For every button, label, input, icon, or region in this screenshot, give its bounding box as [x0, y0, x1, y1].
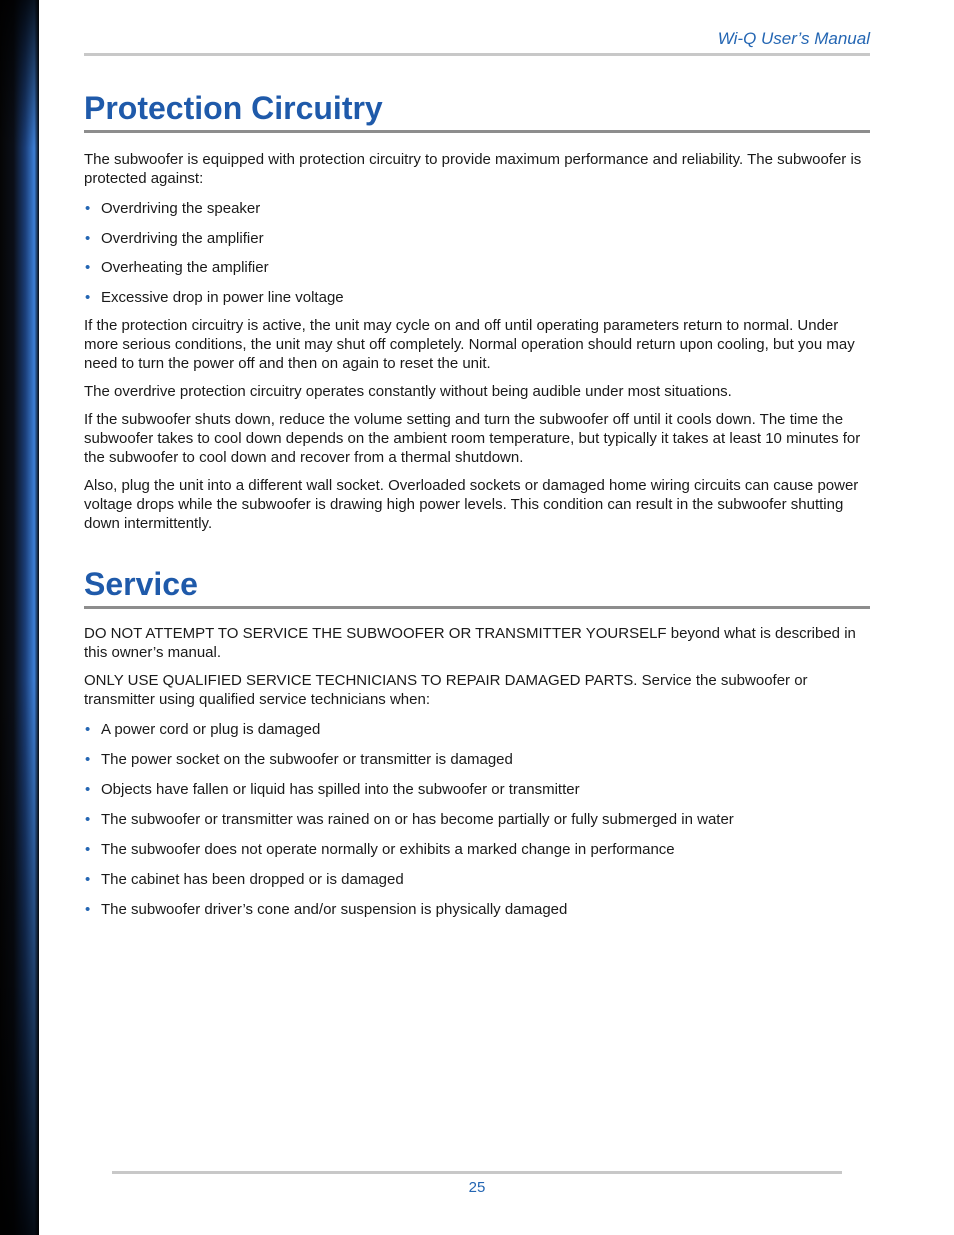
- list-item-text: The subwoofer does not operate normally or exhibits a marked change in performance: [101, 841, 675, 858]
- list-item-text: Excessive drop in power line voltage: [101, 289, 344, 306]
- list-item-text: Objects have fallen or liquid has spilled into the subwoofer or transmitter: [101, 781, 580, 798]
- list-item: [84, 288, 870, 307]
- list-item: [84, 780, 870, 799]
- list-item: [84, 720, 870, 739]
- protection-paragraph: If the subwoofer shuts down, reduce the volume setting and turn the subwoofer off until it cools down. The time the subwoofer takes to cool down depends on the ambient room temperature, but typically it takes at least 10 minutes for the subwoofer to cool down and recover from a thermal shutdown.: [84, 411, 861, 466]
- page-number: 25: [468, 1179, 486, 1196]
- list-item: [84, 900, 870, 919]
- list-item: [84, 840, 870, 859]
- bullet-icon: •: [85, 811, 91, 828]
- list-item-text: The cabinet has been dropped or is damaged: [101, 871, 404, 888]
- list-item-text: Overheating the amplifier: [101, 259, 269, 276]
- list-item-text: Overdriving the amplifier: [101, 230, 264, 247]
- protection-paragraph: If the protection circuitry is active, the unit may cycle on and off until operating parameters return to normal. Under more serious conditions, the unit may shut off completely. Normal operation should return upon cooling, but you may need to turn the power off and then on again to reset the unit.: [84, 317, 855, 372]
- bullet-icon: •: [85, 721, 91, 738]
- list-item: [84, 199, 870, 218]
- bullet-icon: •: [85, 781, 91, 798]
- protection-list: [84, 199, 870, 307]
- bullet-icon: •: [85, 901, 91, 918]
- list-item-text: The subwoofer driver’s cone and/or suspension is physically damaged: [101, 901, 568, 918]
- page-content: [84, 86, 870, 919]
- header-rule: [84, 53, 870, 56]
- protection-paragraph: The overdrive protection circuitry operates constantly without being audible under most situations.: [84, 383, 732, 400]
- service-paragraph: ONLY USE QUALIFIED SERVICE TECHNICIANS TO REPAIR DAMAGED PARTS. Service the subwoofer or transmitter using qualified service technicians when:: [84, 672, 808, 708]
- list-item: [84, 750, 870, 769]
- bullet-icon: •: [85, 871, 91, 888]
- protection-heading: Protection Circuitry: [84, 90, 383, 126]
- footer-rule: [112, 1171, 842, 1174]
- service-paragraph: DO NOT ATTEMPT TO SERVICE THE SUBWOOFER OR TRANSMITTER YOURSELF beyond what is described in this owner’s manual.: [84, 625, 856, 661]
- protection-heading-rule: [84, 130, 870, 133]
- list-item-text: A power cord or plug is damaged: [101, 721, 321, 738]
- bullet-icon: •: [85, 230, 91, 247]
- list-item: [84, 229, 870, 248]
- list-item-text: Overdriving the speaker: [101, 200, 261, 217]
- service-list: [84, 720, 870, 919]
- service-heading: Service: [84, 566, 198, 602]
- service-heading-rule: [84, 606, 870, 609]
- running-header: Wi-Q User’s Manual: [717, 29, 870, 48]
- bullet-icon: •: [85, 259, 91, 276]
- list-item: [84, 810, 870, 829]
- bullet-icon: •: [85, 200, 91, 217]
- bullet-icon: •: [85, 751, 91, 768]
- list-item: [84, 870, 870, 889]
- list-item-text: The subwoofer or transmitter was rained on or has become partially or fully submerged in water: [101, 811, 734, 828]
- bullet-icon: •: [85, 841, 91, 858]
- side-gradient-band: [0, 0, 39, 1235]
- list-item: [84, 258, 870, 277]
- bullet-icon: •: [85, 289, 91, 306]
- protection-intro: The subwoofer is equipped with protection circuitry to provide maximum performance and reliability. The subwoofer is protected against:: [84, 151, 862, 187]
- protection-paragraph: Also, plug the unit into a different wall socket. Overloaded sockets or damaged home wiring circuits can cause power voltage drops while the subwoofer is drawing high power levels. This condition can result in the subwoofer shutting down intermittently.: [84, 477, 859, 532]
- list-item-text: The power socket on the subwoofer or transmitter is damaged: [101, 751, 513, 768]
